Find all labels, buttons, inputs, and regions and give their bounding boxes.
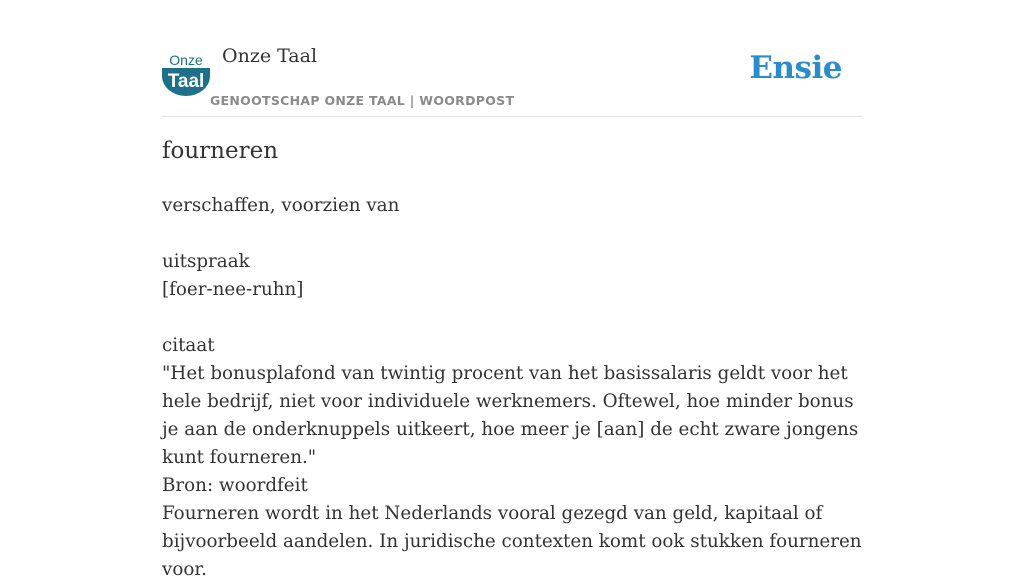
- ensie-brand-link[interactable]: Ensie: [749, 50, 842, 86]
- entry-definition: verschaffen, voorzien van: [162, 195, 400, 216]
- spacer: [162, 304, 867, 332]
- quote-text: "Het bonusplafond van twintig procent van het basissalaris geldt voor het hele bedrijf, niet voor individuele werknemers. Oftewel, hoe minder bonus je aan de onderknuppels uitkeert, hoe meer je [aan] de echt zware jongens kunt fourneren.": [162, 363, 859, 468]
- pronunciation-label: uitspraak: [162, 251, 250, 272]
- site-header: [162, 0, 862, 117]
- logo-text-bottom: Taal: [167, 71, 205, 92]
- logo-text-top: Onze: [169, 52, 203, 68]
- entry-note: Fourneren wordt in het Nederlands vooral gezegd van geld, kapitaal of bijvoorbeeld aandelen. In juridische contexten komt ook stukken fourneren voor.: [162, 503, 862, 580]
- onze-taal-logo[interactable]: [162, 50, 210, 96]
- page: [162, 0, 862, 580]
- quote-label: citaat: [162, 335, 215, 356]
- spacer: [162, 220, 867, 248]
- site-subtitle: GENOOTSCHAP ONZE TAAL | WOORDPOST: [210, 93, 515, 108]
- onze-taal-logo-icon: [162, 50, 210, 96]
- pronunciation-value: [foer-nee-ruhn]: [162, 279, 304, 300]
- site-name[interactable]: Onze Taal: [222, 45, 318, 67]
- entry-body: [162, 192, 867, 584]
- entry-term: fourneren: [162, 138, 279, 164]
- quote-source: Bron: woordfeit: [162, 475, 308, 496]
